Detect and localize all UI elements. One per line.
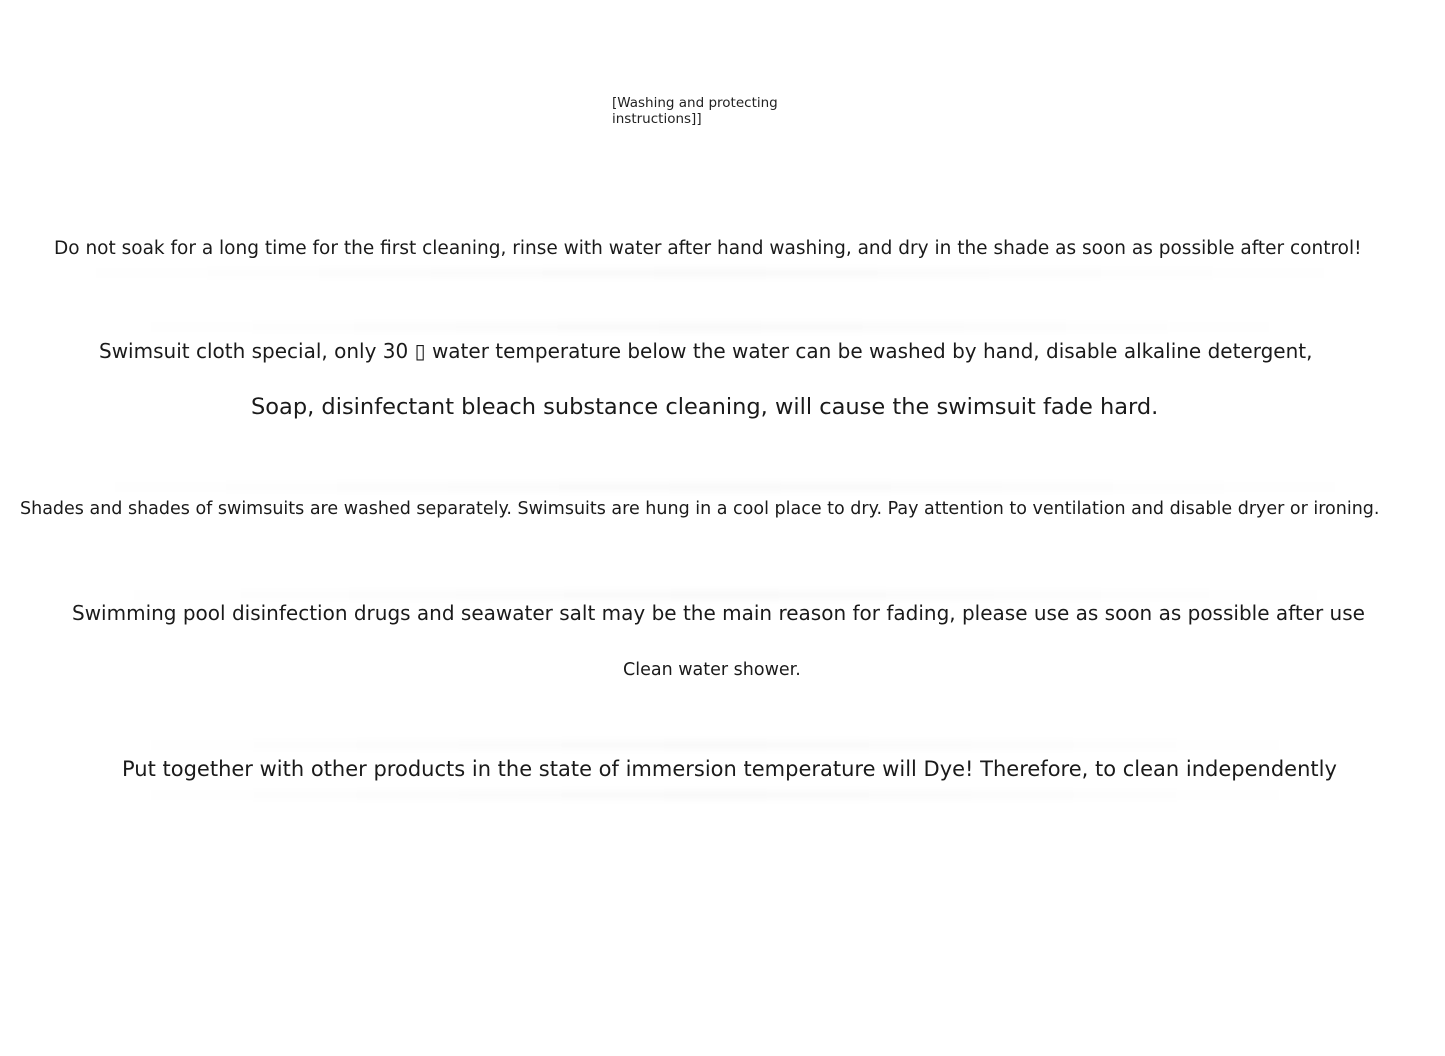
scan-shadow (40, 268, 1380, 278)
instruction-line-bleach-warning: Soap, disinfectant bleach substance cleaning, will cause the swimsuit fade hard. (251, 394, 1159, 420)
scan-shadow (100, 322, 1320, 332)
instruction-line-drying: Shades and shades of swimsuits are washed separately. Swimsuits are hung in a cool place to dry. Pay attention to ventilation and disable dryer or ironing. (20, 499, 1380, 519)
instruction-line-first-cleaning: Do not soak for a long time for the first cleaning, rinse with water after hand washing, and dry in the shade as soon as possible after control! (54, 238, 1362, 259)
scan-shadow (80, 590, 1370, 600)
instruction-line-shower: Clean water shower. (623, 660, 801, 680)
document-title: [Washing and protecting instructions]] (612, 95, 778, 127)
instruction-line-clean-independently: Put together with other products in the state of immersion temperature will Dye! Therefore, to clean independently (122, 757, 1337, 781)
instruction-line-water-temperature: Swimsuit cloth special, only 30 ▯ water temperature below the water can be washed by hand, disable alkaline detergent, (99, 339, 1313, 363)
scan-shadow (100, 790, 1330, 800)
instruction-line-fading-reason: Swimming pool disinfection drugs and seawater salt may be the main reason for fading, please use as soon as possible after use (72, 601, 1365, 625)
scan-shadow (60, 482, 1390, 492)
scan-shadow (100, 740, 1330, 750)
